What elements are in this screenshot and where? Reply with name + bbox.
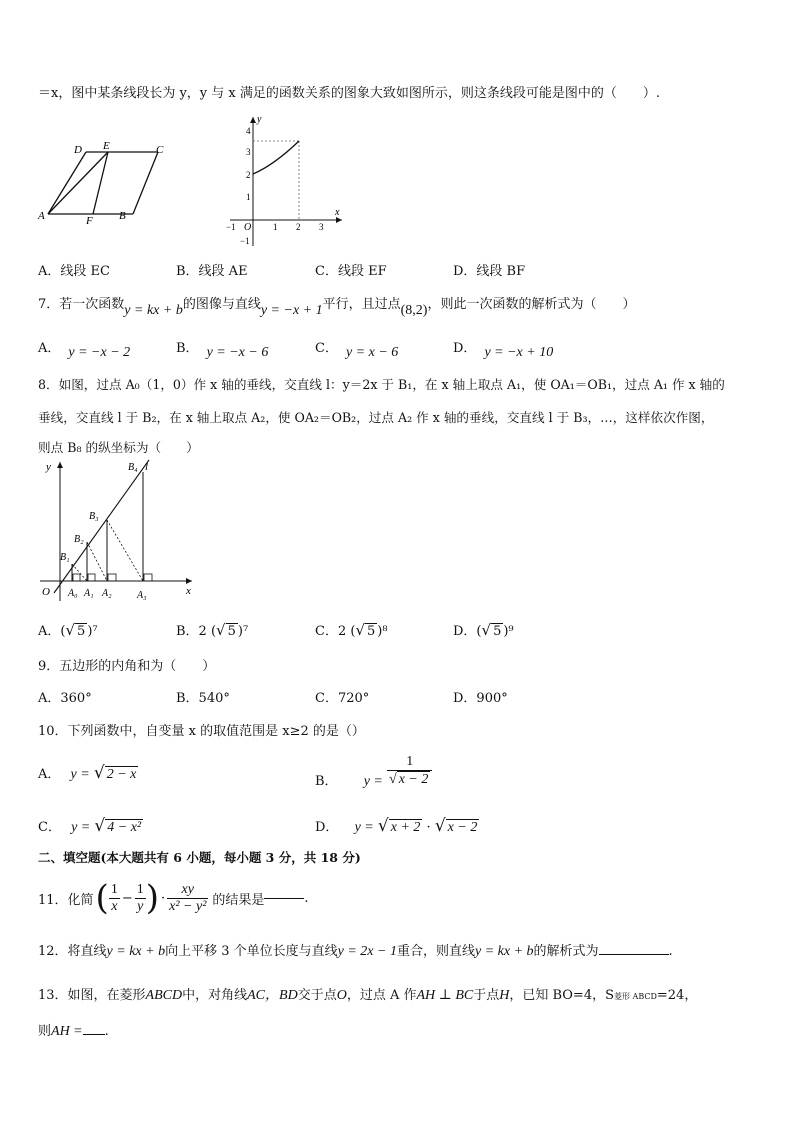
graph-origin: O [244, 222, 252, 233]
label-A: A [38, 210, 45, 222]
q10-option-d[interactable]: D． y = √ x + 2 · √ x − 2 [315, 816, 478, 836]
q7-option-b[interactable]: B． y = −x − 6 [176, 341, 269, 360]
parallelogram-figure [36, 140, 171, 224]
q8-option-b[interactable]: B．2 (√ 5 )⁷ [176, 621, 249, 639]
q8-stem-line3: 则点 B₈ 的纵坐标为（ ） [38, 440, 199, 455]
q8-stem-line1: 8．如图，过点 A₀（1，0）作 x 轴的垂线，交直线 l：y＝2x 于 B₁，在 x 轴上取点 A₁，使 OA₁＝OB₁，过点 A₁ 作 x 轴的 [38, 377, 725, 392]
q13-stem-line1: 13．如图，在菱形ABCD中，对角线AC，BD交于点O，过点 A 作AH ⊥ BC于点H，已知 BO=4，S菱形 ABCD=24， [38, 988, 698, 1003]
q8-option-d[interactable]: D．(√ 5 )⁹ [453, 621, 514, 639]
q8-option-c[interactable]: C．2 (√ 5 )⁸ [315, 621, 388, 639]
q7-stem: 7．若一次函数y = kx + b的图像与直线y = −x + 1平行，且过点(8,2)，则此一次函数的解析式为（ ） [38, 297, 636, 318]
graph-xtick: 1 [273, 222, 278, 232]
q9-option-c[interactable]: C．720° [315, 691, 370, 706]
q10-option-b[interactable]: B． y = $\frac{1}{√ x - 2}$ [315, 748, 432, 782]
q13-answer-blank[interactable] [83, 1034, 105, 1035]
graph-x-label: x [335, 207, 340, 218]
fig-O: O [42, 586, 50, 598]
q8-stem-line2: 垂线，交直线 l 于 B₂，在 x 轴上取点 A₂，使 OA₂＝OB₂，过点 A₂ 作 x 轴的垂线，交直线 l 于 B₃，…，这样依次作图， [38, 410, 714, 425]
fig-y: y [46, 461, 51, 473]
q6-stem: ＝x，图中某条线段长为 y，y 与 x 满足的函数关系的图象大致如图所示，则这条线段可能是图中的（ ）. [38, 86, 661, 101]
q7-option-d[interactable]: D． y = −x + 10 [453, 341, 554, 360]
q10-option-a[interactable]: A． y = √ 2 − x [38, 763, 137, 783]
fig-A0: A₀ [68, 588, 78, 599]
fig-B2: B₂ [74, 534, 84, 545]
q11-stem: 11．化简 ( $\frac{1}{x}$ − $\frac{1}{y}$ ) · $\frac{xy}{\text{x² − y²}}$ 的结果是 . [38, 878, 309, 918]
q13-stem-line2: 则AH = . [38, 1024, 109, 1039]
graph-xtick: 2 [296, 222, 301, 232]
graph-xtick: 3 [319, 222, 324, 232]
graph-ytick: 2 [246, 170, 251, 180]
q12-stem: 12．将直线y = kx + b向上平移 3 个单位长度与直线y = 2x − 1重合，则直线y = kx + b的解析式为 . [38, 944, 673, 959]
label-C: C [156, 144, 164, 156]
fig-A3: A₃ [137, 590, 147, 601]
q9-stem: 9．五边形的内角和为（ ） [38, 659, 216, 674]
graph-ytick: 4 [246, 126, 251, 136]
section-2-title: 二、填空题(本大题共有 6 小题，每小题 3 分，共 18 分) [38, 850, 361, 865]
graph-y-label: y [257, 114, 262, 125]
graph-ytick: −1 [240, 236, 250, 246]
fig-B3: B₃ [89, 511, 99, 522]
graph-xtick: −1 [226, 222, 236, 232]
q9-option-d[interactable]: D．900° [453, 691, 508, 706]
graph-ytick: 3 [246, 147, 251, 157]
function-graph [222, 112, 348, 250]
label-E: E [103, 140, 110, 152]
q6-option-d[interactable]: D．线段 BF [453, 264, 526, 279]
q9-option-b[interactable]: B．540° [176, 691, 230, 706]
q9-option-a[interactable]: A．360° [38, 691, 92, 706]
q10-option-c[interactable]: C． y = √ 4 − x² [38, 816, 142, 836]
q10-stem: 10．下列函数中，自变量 x 的取值范围是 x≥2 的是（） [38, 724, 365, 739]
label-F: F [86, 215, 93, 224]
fig-l: l [145, 461, 149, 473]
q6-option-b[interactable]: B．线段 AE [176, 264, 248, 279]
label-D: D [74, 144, 82, 156]
fig-x: x [186, 585, 191, 597]
fig-A2: A₂ [102, 588, 112, 599]
label-B: B [119, 210, 126, 222]
q6-option-a[interactable]: A．线段 EC [38, 264, 110, 279]
q7-option-a[interactable]: A． y = −x − 2 [38, 341, 131, 360]
q7-option-c[interactable]: C． y = x − 6 [315, 341, 399, 360]
fig-B1: B₁ [60, 552, 70, 563]
q6-option-c[interactable]: C．线段 EF [315, 264, 387, 279]
graph-ytick: 1 [246, 192, 251, 202]
q8-option-a[interactable]: A．(√ 5 )⁷ [38, 621, 98, 639]
fig-B4: B₄ [128, 462, 138, 473]
q12-answer-blank[interactable] [599, 954, 669, 955]
q8-figure [36, 456, 200, 606]
fig-A1: A₁ [84, 588, 94, 599]
